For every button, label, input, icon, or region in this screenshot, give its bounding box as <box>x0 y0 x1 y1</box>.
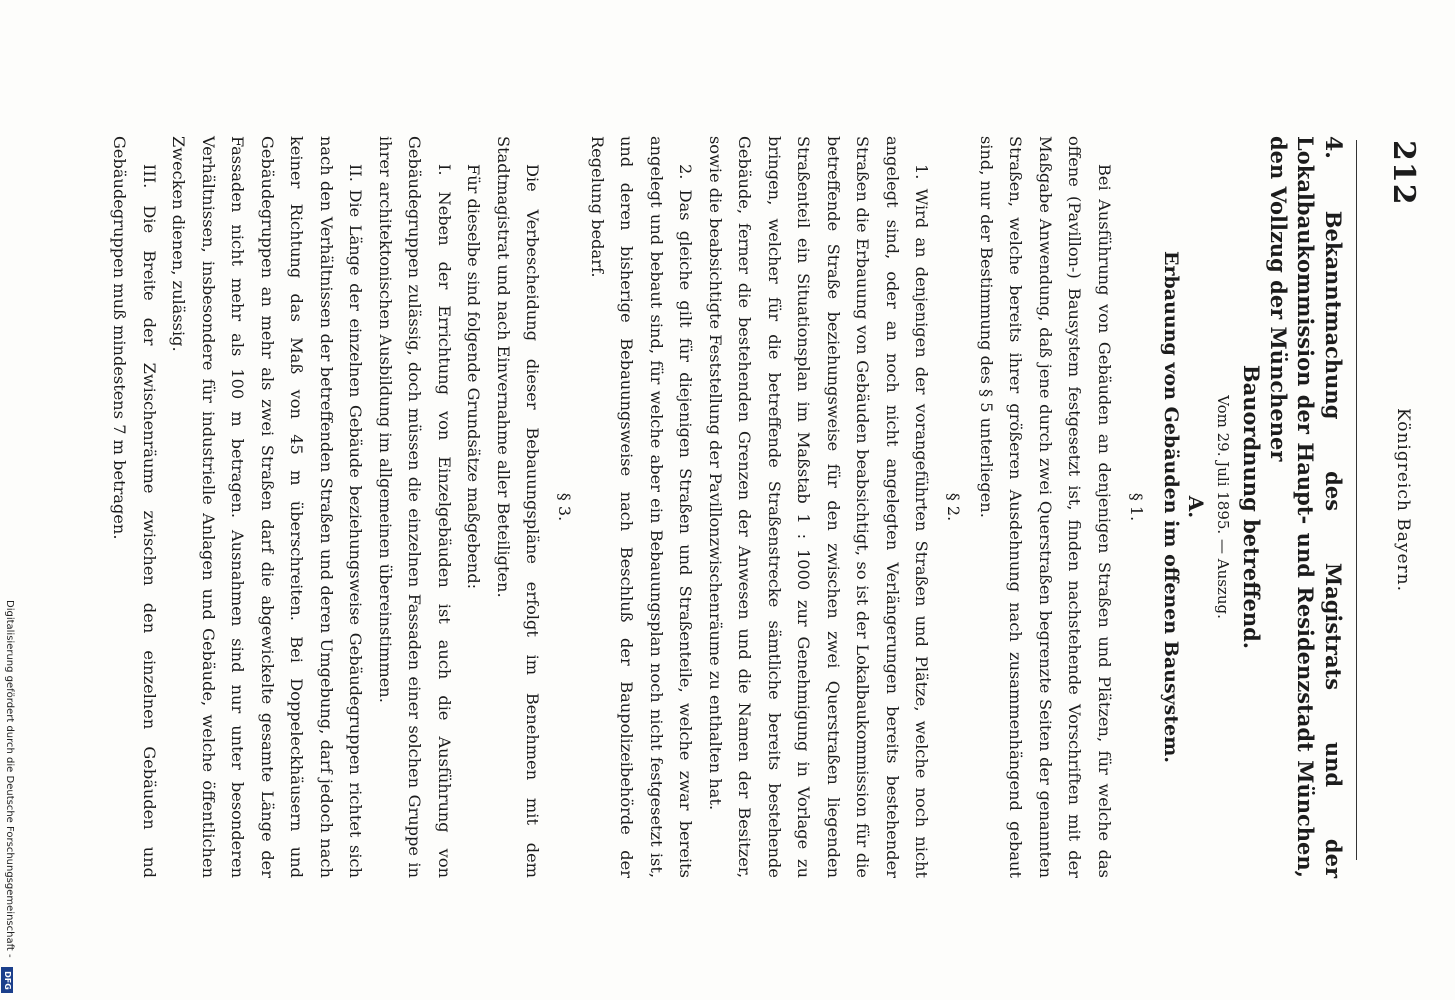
section-heading: Erbauung von Gebäuden im offenen Bausystem. <box>1160 251 1182 763</box>
running-head: Königreich Bayern. <box>1393 407 1413 592</box>
paragraph-2-item-2: 2. Das gleiche gilt für diejenigen Straßen und Straßenteile, welche zwar bereits angelegt und bebaut sind, für welche aber ein Bebauungsplan noch nicht festgesetzt ist, und deren bisherige Bebauungsweise nach Beschluß der Baupolizeibehörde der Regelung bedarf. <box>588 136 696 878</box>
dfg-logo-text: DFG <box>2 970 12 990</box>
paragraph-mark-1: § 1. <box>1127 492 1146 522</box>
document-title-last-line: Bauordnung betreffend. <box>1239 364 1264 650</box>
page-header <box>1353 0 1423 1000</box>
section-letter: A. <box>1184 495 1208 519</box>
paragraph-3-item-ii: II. Die Länge der einzelnen Gebäude beziehungsweise Gebäudegruppen richtet sich nach den Verhältnissen der betreffenden Straßen und deren Umgebung, darf jedoch nach keiner Richtung das Maß von 45 m überschreiten. Bei Doppeleckhäusern und Gebäudegruppen an mehr als zwei Straßen darf die abgewickelte gesamte Länge der Fassaden nicht mehr als 100 m betragen. Ausnahmen sind nur unter besonderen Verhältnissen, insbesondere für industrielle Anlagen und Gebäude, welche öffentlichen Zwecken dienen, zulässig. <box>169 136 366 878</box>
paragraph-3-intro: Die Verbescheidung dieser Bebauungspläne erfolgt im Benehmen mit dem Stadtmagistrat und nach Einvernahme aller Beteiligten. <box>494 136 543 878</box>
paragraph-3-intro-2: Für dieselbe sind folgende Grundsätze maßgebend: <box>464 164 484 590</box>
dfg-logo <box>1 967 13 993</box>
title-text: Bekanntmachung des Magistrats und der Lokalbaukommission der Haupt- und Residenzstadt München, den Vollzug der Münchener <box>1266 136 1346 879</box>
header-rule <box>1356 140 1357 860</box>
paragraph-mark-2: § 2. <box>944 492 964 522</box>
funding-note: Digitalisierung gefördert durch die Deutsche Forschungsgemeinschaft - <box>4 600 15 958</box>
paragraph-1-text: Bei Ausführung von Gebäuden an denjenigen Straßen und Plätzen, für welche das offene (Pavillon-) Bausystem festgesetzt ist, finden nachstehende Vorschriften mit der Maßgabe Anwendung, daß jene durch zwei Querstraßen begrenzte Seiten der genannten Straßen, welche bereits ihrer größeren Ausdehnung nach zusammenhängend gebaut sind, nur der Bestimmung des § 5 unterliegen. <box>977 136 1114 878</box>
document-body <box>105 136 1347 878</box>
page-number: 212 <box>1386 140 1421 206</box>
title-number: 4. <box>1320 136 1346 159</box>
document-date: Vom 29. Juli 1895. — Auszug. <box>1214 395 1232 619</box>
paragraph-2-item-1: 1. Wird an denjenigen der vorangeführten Straßen und Plätze, welche noch nicht angelegt sind, oder an noch nicht angelegten Verlängerungen bereits bestehender Straßen die Erbauung von Gebäuden beabsichtigt, so ist der Lokalbaukommission für die betreffende Straße beziehungsweise für den zwischen zwei Querstraßen liegenden Straßenteil ein Situationsplan im Maßstab 1 : 1000 zur Genehmigung in Vorlage zu bringen, welcher für die betreffende Straßenstrecke sämtliche bereits bestehende Gebäude, ferner die bestehenden Grenzen der Anwesen und die Namen der Besitzer, sowie die beabsichtigte Feststellung der Pavillonzwischenräume zu enthalten hat. <box>706 136 932 878</box>
document-title <box>1265 136 1347 878</box>
paragraph-3-item-i: I. Neben der Errichtung von Einzelgebäuden ist auch die Ausführung von Gebäudegruppen zulässig, doch müssen die einzelnen Fassaden einer solchen Gruppe in ihrer architektonischen Ausbildung im allgemeinen übereinstimmen. <box>376 136 454 878</box>
paragraph-3-item-iii: III. Die Breite der Zwischenräume zwischen den einzelnen Gebäuden und Gebäudegruppen muß mindestens 7 m betragen. <box>110 136 159 878</box>
funding-note-strip <box>0 600 14 998</box>
paragraph-mark-3: § 3. <box>555 492 575 522</box>
